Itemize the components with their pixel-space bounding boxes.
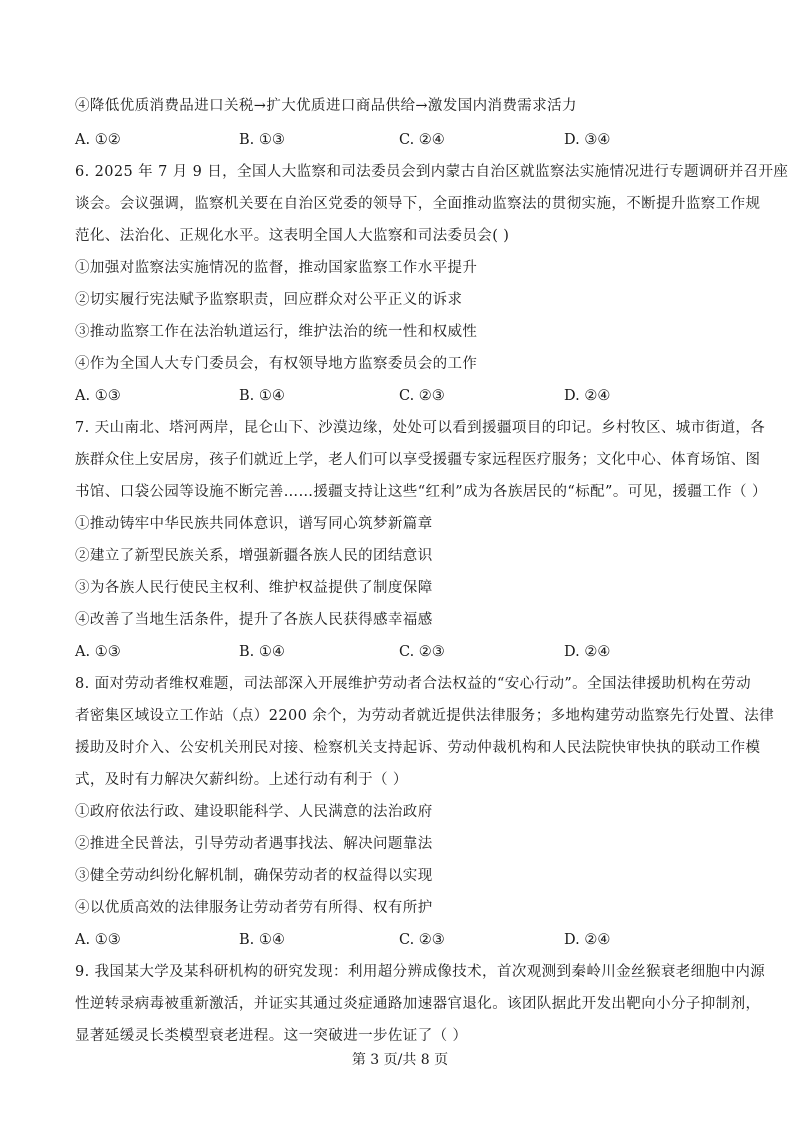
q8-item-4: ④以优质高效的法律服务让劳动者劳有所得、权有所护: [75, 900, 433, 916]
q7-option-a: A. ①③: [75, 644, 121, 660]
page-number-footer: 第 3 页/共 8 页: [351, 1052, 449, 1068]
q5-item-4: ④降低优质消费品进口关税→扩大优质进口商品供给→激发国内消费需求活力: [75, 98, 577, 114]
q7-stem-line-1: 7. 天山南北、塔河两岸，昆仑山下、沙漠边缘，处处可以看到援疆项目的印记。乡村牧区、城市街道，各: [75, 420, 766, 436]
q6-option-b: B. ①④: [239, 388, 285, 404]
q8-item-2: ②推进全民普法，引导劳动者遇事找法、解决问题靠法: [75, 836, 433, 852]
q7-options: [75, 642, 735, 662]
q7-item-1: ①推动铸牢中华民族共同体意识，谱写同心筑梦新篇章: [75, 516, 433, 532]
q6-options: [75, 386, 735, 406]
q6-option-d: D. ②④: [564, 388, 611, 404]
q8-option-b: B. ①④: [239, 932, 285, 948]
q8-option-c: C. ②③: [399, 932, 445, 948]
q5-options: [75, 130, 735, 150]
q9-stem-line-2: 性逆转录病毒被重新激活，并证实其通过炎症通路加速器官退化。该团队据此开发出靶向小分子抑制剂，: [75, 996, 761, 1012]
q6-item-1: ①加强对监察法实施情况的监督，推动国家监察工作水平提升: [75, 260, 478, 276]
q7-option-c: C. ②③: [399, 644, 445, 660]
q5-option-a: A. ①②: [75, 132, 121, 148]
q8-stem-line-2: 者密集区域设立工作站（点）2200 余个，为劳动者就近提供法律服务；多地构建劳动监察先行处置、法律: [75, 708, 775, 724]
q6-item-2: ②切实履行宪法赋予监察职责，回应群众对公平正义的诉求: [75, 292, 463, 308]
q5-option-c: C. ②④: [399, 132, 445, 148]
q8-stem-line-4: 式，及时有力解决欠薪纠纷。上述行动有利于（ ）: [75, 772, 408, 788]
q9-stem-line-3: 显著延缓灵长类模型衰老进程。这一突破进一步佐证了（ ）: [75, 1028, 468, 1044]
q6-option-c: C. ②③: [399, 388, 445, 404]
q6-item-4: ④作为全国人大专门委员会，有权领导地方监察委员会的工作: [75, 356, 478, 372]
q8-option-a: A. ①③: [75, 932, 121, 948]
q5-option-d: D. ③④: [564, 132, 611, 148]
q7-item-2: ②建立了新型民族关系，增强新疆各族人民的团结意识: [75, 548, 433, 564]
q8-option-d: D. ②④: [564, 932, 611, 948]
q6-stem-line-1: 6. 2025 年 7 月 9 日，全国人大监察和司法委员会到内蒙古自治区就监察法实施情况进行专题调研并召开座: [75, 164, 789, 180]
q8-item-3: ③健全劳动纠纷化解机制，确保劳动者的权益得以实现: [75, 868, 433, 884]
q7-option-d: D. ②④: [564, 644, 611, 660]
q7-option-b: B. ①④: [239, 644, 285, 660]
q8-stem-line-1: 8. 面对劳动者维权难题，司法部深入开展维护劳动者合法权益的“安心行动”。全国法律援助机构在劳动: [75, 676, 751, 692]
q5-option-b: B. ①③: [239, 132, 285, 148]
q7-item-4: ④改善了当地生活条件，提升了各族人民获得感幸福感: [75, 612, 433, 628]
q7-stem-line-2: 族群众住上安居房，孩子们就近上学，老人们可以享受援疆专家远程医疗服务；文化中心、体育场馆、图: [75, 452, 761, 468]
q6-stem-line-3: 范化、法治化、正规化水平。这表明全国人大监察和司法委员会( ): [75, 228, 510, 244]
q7-stem-line-3: 书馆、口袋公园等设施不断完善……援疆支持让这些“红利”成为各族居民的“标配”。可见，援疆工作（ ）: [75, 484, 767, 500]
q6-stem-line-2: 谈会。会议强调，监察机关要在自治区党委的领导下，全面推动监察法的贯彻实施，不断提升监察工作规: [75, 196, 761, 212]
q7-item-3: ③为各族人民行使民主权利、维护权益提供了制度保障: [75, 580, 433, 596]
q9-stem-line-1: 9. 我国某大学及某科研机构的研究发现：利用超分辨成像技术，首次观测到秦岭川金丝猴衰老细胞中内源: [75, 964, 766, 980]
q8-item-1: ①政府依法行政、建设职能科学、人民满意的法治政府: [75, 804, 433, 820]
q8-options: [75, 930, 735, 950]
q6-option-a: A. ①③: [75, 388, 121, 404]
q8-stem-line-3: 援助及时介入、公安机关刑民对接、检察机关支持起诉、劳动仲裁机构和人民法院快审快执的联动工作模: [75, 740, 761, 756]
q6-item-3: ③推动监察工作在法治轨道运行，维护法治的统一性和权威性: [75, 324, 478, 340]
